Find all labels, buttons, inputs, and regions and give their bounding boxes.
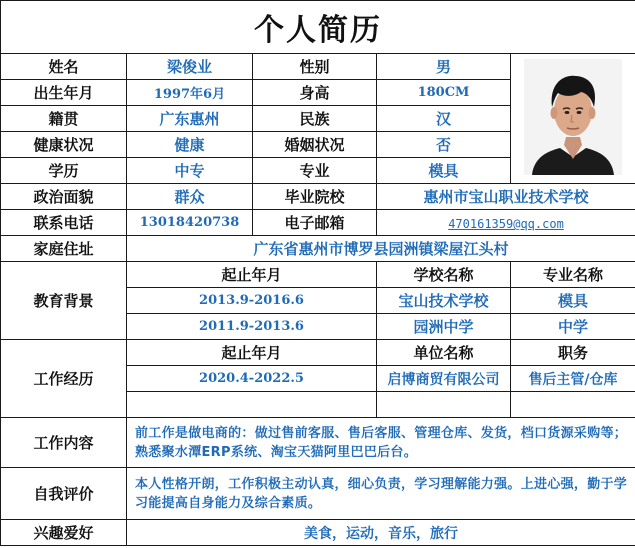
name-label: 姓名	[1, 54, 127, 80]
self-eval-text: 本人性格开朗，工作积极主动认真，细心负责，学习理解能力强。上进心强，勤于学习能提高自身能力及综合素质。	[127, 468, 635, 520]
work-content-label: 工作内容	[1, 418, 127, 468]
education-value: 中专	[127, 158, 253, 184]
political-value: 群众	[127, 184, 253, 210]
work-company: 启博商贸有限公司	[377, 366, 511, 392]
gender-value: 男	[377, 54, 511, 80]
birth-value: 1997年6月	[127, 80, 253, 106]
hobbies-text: 美食，运动，音乐，旅行	[127, 520, 635, 546]
edu-header-period: 起止年月	[127, 262, 377, 288]
email-link[interactable]: 470161359@qq.com	[448, 217, 564, 231]
origin-value: 广东惠州	[127, 106, 253, 132]
email-label: 电子邮箱	[253, 210, 377, 236]
major-label: 专业	[253, 158, 377, 184]
education-section-label: 教育背景	[1, 262, 127, 340]
empty-cell	[511, 392, 635, 418]
edu-school: 宝山技术学校	[377, 288, 511, 314]
marital-label: 婚姻状况	[253, 132, 377, 158]
phone-value: 13018420738	[127, 210, 253, 236]
work-content-text: 前工作是做电商的：做过售前客服、售后客服、管理仓库、发货，档口货源采购等；熟悉聚水潭ERP系统、淘宝天猫阿里巴巴后台。	[127, 418, 635, 468]
work-header-company: 单位名称	[377, 340, 511, 366]
self-eval-label: 自我评价	[1, 468, 127, 520]
marital-value: 否	[377, 132, 511, 158]
ethnicity-value: 汉	[377, 106, 511, 132]
address-value: 广东省惠州市博罗县园洲镇梁屋江头村	[127, 236, 635, 262]
hobbies-label: 兴趣爱好	[1, 520, 127, 546]
edu-school: 园洲中学	[377, 314, 511, 340]
ethnicity-label: 民族	[253, 106, 377, 132]
school-label: 毕业院校	[253, 184, 377, 210]
gender-label: 性别	[253, 54, 377, 80]
health-label: 健康状况	[1, 132, 127, 158]
edu-header-school: 学校名称	[377, 262, 511, 288]
phone-label: 联系电话	[1, 210, 127, 236]
work-position: 售后主管/仓库	[511, 366, 635, 392]
origin-label: 籍贯	[1, 106, 127, 132]
work-period: 2020.4-2022.5	[127, 366, 377, 392]
education-label: 学历	[1, 158, 127, 184]
political-label: 政治面貌	[1, 184, 127, 210]
birth-label: 出生年月	[1, 80, 127, 106]
email-cell	[377, 210, 635, 236]
edu-major: 模具	[511, 288, 635, 314]
edu-header-major: 专业名称	[511, 262, 635, 288]
portrait-photo	[524, 59, 622, 175]
work-header-period: 起止年月	[127, 340, 377, 366]
empty-cell	[377, 392, 511, 418]
name-value: 梁俊业	[127, 54, 253, 80]
work-section-label: 工作经历	[1, 340, 127, 418]
work-header-position: 职务	[511, 340, 635, 366]
page-title: 个人简历	[1, 1, 635, 54]
height-label: 身高	[253, 80, 377, 106]
address-label: 家庭住址	[1, 236, 127, 262]
edu-major: 中学	[511, 314, 635, 340]
major-value: 模具	[377, 158, 511, 184]
edu-period: 2011.9-2013.6	[127, 314, 377, 340]
edu-period: 2013.9-2016.6	[127, 288, 377, 314]
photo-cell	[511, 54, 635, 184]
height-value: 180CM	[377, 80, 511, 106]
health-value: 健康	[127, 132, 253, 158]
empty-cell	[127, 392, 377, 418]
school-value: 惠州市宝山职业技术学校	[377, 184, 635, 210]
